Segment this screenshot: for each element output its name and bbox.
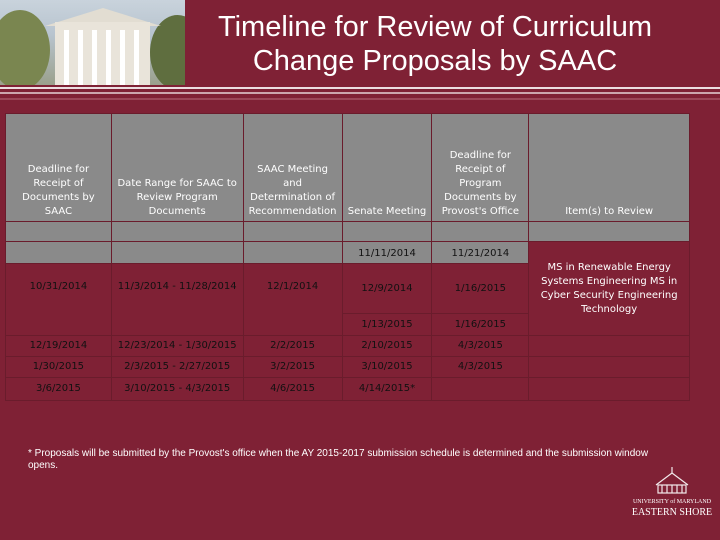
table-cell: 2/10/2015 [342, 336, 432, 357]
table-cell [243, 242, 342, 264]
column-header: SAAC Meeting and Determination of Recommendation [243, 114, 342, 222]
table-cell: 12/9/2014 [342, 264, 432, 314]
table-cell [529, 222, 690, 242]
table-row [6, 378, 690, 401]
table-cell [111, 242, 243, 264]
table-cell [432, 378, 529, 401]
table-cell [529, 378, 690, 401]
table-cell [342, 222, 432, 242]
table-cell: 4/3/2015 [432, 357, 529, 378]
divider-line [0, 92, 720, 94]
table-row [6, 357, 690, 378]
table-cell: 12/23/2014 - 1/30/2015 [111, 336, 243, 357]
table-row [6, 242, 690, 264]
table-cell: 12/1/2014 [243, 264, 342, 336]
divider-line [0, 87, 720, 89]
column-header: Date Range for SAAC to Review Program Documents [111, 114, 243, 222]
table-cell: 3/6/2015 [6, 378, 112, 401]
divider-rule [0, 98, 720, 100]
campus-building-photo [0, 0, 185, 85]
table-cell: 11/21/2014 [432, 242, 529, 264]
table-cell: 1/30/2015 [6, 357, 112, 378]
table-spacer-row [6, 222, 690, 242]
table-cell [243, 222, 342, 242]
table-header-row [6, 114, 690, 222]
column-header: Senate Meeting [342, 114, 432, 222]
table-cell [111, 222, 243, 242]
table-row [6, 336, 690, 357]
table-cell [529, 336, 690, 357]
table-cell: 11/3/2014 - 11/28/2014 [111, 264, 243, 336]
table-cell: 3/2/2015 [243, 357, 342, 378]
table-cell: 2/3/2015 - 2/27/2015 [111, 357, 243, 378]
table-cell: 4/6/2015 [243, 378, 342, 401]
table-cell: 11/11/2014 [342, 242, 432, 264]
column-header: Item(s) to Review [529, 114, 690, 222]
table-cell: 3/10/2015 - 4/3/2015 [111, 378, 243, 401]
footnote: * Proposals will be submitted by the Provost's office when the AY 2015-2017 submission schedule is determined and the submission window opens. [28, 448, 649, 471]
logo-text-line1: UNIVERSITY of MARYLAND [632, 499, 712, 505]
table-cell: 3/10/2015 [342, 357, 432, 378]
logo-text-line2: EASTERN SHORE [631, 507, 713, 518]
table-cell: 4/3/2015 [432, 336, 529, 357]
page-title: Timeline for Review of Curriculum Change Proposals by SAAC [217, 11, 653, 77]
table-cell [6, 242, 112, 264]
table-cell [6, 222, 112, 242]
table-cell: 1/16/2015 [432, 264, 529, 314]
university-logo [626, 463, 718, 521]
table-cell: 10/31/2014 [6, 264, 112, 336]
column-header: Deadline for Receipt of Program Documents by Provost's Office [432, 114, 529, 222]
table-cell: 2/2/2015 [243, 336, 342, 357]
items-to-review-cell: MS in Renewable Energy Systems Engineering MS in Cyber Security Engineering Technology [529, 242, 690, 336]
table-cell [432, 222, 529, 242]
table-cell: 1/16/2015 [432, 314, 529, 336]
review-timeline-table [5, 113, 690, 401]
table-cell [529, 357, 690, 378]
table-cell: 4/14/2015* [342, 378, 432, 401]
column-header: Deadline for Receipt of Documents by SAAC [6, 114, 112, 222]
table-cell: 12/19/2014 [6, 336, 112, 357]
table-cell: 1/13/2015 [342, 314, 432, 336]
